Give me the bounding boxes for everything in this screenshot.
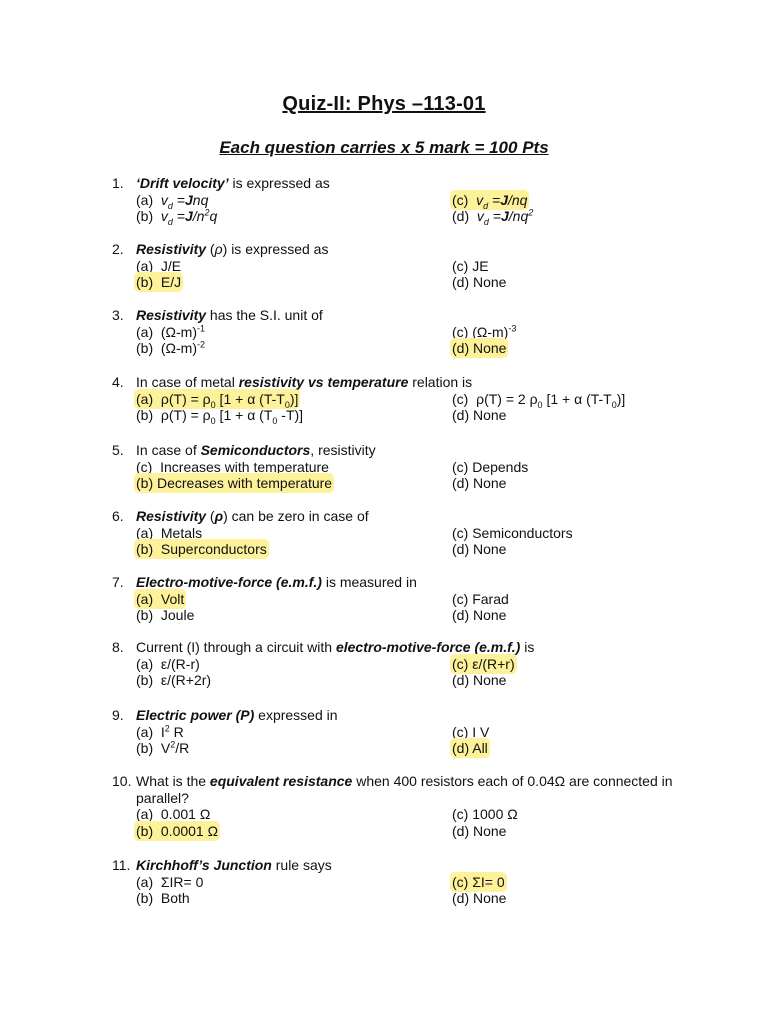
option-c: [452, 391, 625, 408]
question-number: 10.: [112, 773, 132, 789]
option-text: (d) None: [452, 274, 507, 291]
question-stem: In case of Semiconductors, resistivity: [136, 442, 376, 458]
answer-options: [136, 656, 712, 689]
question-7: [112, 574, 712, 624]
highlighted-answer: (c) ε/(R+r): [452, 655, 515, 672]
option-row: [136, 724, 712, 741]
option-c: [452, 806, 518, 823]
option-row: [136, 459, 712, 476]
option-text: (d) None: [452, 822, 507, 839]
option-row: [136, 208, 712, 225]
option-a: [136, 192, 208, 209]
option-b: [136, 541, 267, 558]
option-c: [452, 192, 527, 209]
question-stem: Resistivity (ρ) can be zero in case of: [136, 508, 369, 524]
question-number: 3.: [112, 307, 124, 323]
option-row: [136, 890, 712, 907]
highlighted-answer: (d) All: [452, 740, 488, 757]
option-text: (b) Both: [136, 890, 190, 907]
option-row: [136, 192, 712, 209]
highlighted-answer: (d) None: [452, 340, 507, 357]
option-row: [136, 340, 712, 357]
question-number: 6.: [112, 508, 124, 524]
option-b: [136, 740, 189, 757]
answer-options: [136, 806, 712, 839]
highlighted-answer: (b) 0.0001 Ω: [136, 822, 219, 839]
option-c: [452, 459, 528, 476]
answer-options: [136, 525, 712, 558]
option-a: [136, 525, 202, 542]
option-text: (c) Depends: [452, 458, 529, 475]
option-b: [136, 208, 217, 225]
option-text: (c) ρ(T) = 2 $\rho_0$ [1 + α $(T-T_0)$]: [452, 390, 626, 410]
option-a: [136, 806, 210, 823]
option-text: (a) ε/(R-r): [136, 655, 200, 672]
answer-options: [136, 459, 712, 492]
question-stem: Kirchhoff’s Junction rule says: [136, 857, 332, 873]
highlighted-answer: (a) $\rho(T) = \rho_0$ [1 + α $(T-T_0)$]: [136, 390, 299, 410]
option-c: [452, 874, 505, 891]
option-text: (a) ΣIR= 0: [136, 873, 204, 890]
option-b: [136, 607, 194, 624]
option-row: [136, 475, 712, 492]
highlighted-answer: (a) Volt: [136, 590, 185, 607]
option-text: (c) Semiconductors: [452, 524, 573, 541]
option-text: (b) Joule: [136, 607, 195, 624]
highlighted-answer: (c) ΣI= 0: [452, 873, 505, 890]
question-4: [112, 374, 712, 424]
option-d: [452, 740, 488, 757]
question-8: [112, 639, 712, 689]
option-text: (d) None: [452, 475, 507, 492]
question-10: [112, 773, 712, 839]
option-text: (c) 1000 Ω: [452, 806, 518, 823]
question-1: [112, 175, 712, 225]
option-row: [136, 391, 712, 408]
option-d: [452, 208, 533, 225]
option-row: [136, 607, 712, 624]
option-row: [136, 740, 712, 757]
option-c: [452, 324, 516, 341]
option-d: [452, 607, 506, 624]
option-c: [452, 525, 573, 542]
option-text: (b) $V^2/R$: [136, 739, 190, 757]
option-text: (a) J/E: [136, 257, 182, 274]
question-stem: Resistivity (ρ) is expressed as: [136, 241, 329, 257]
option-b: [136, 823, 218, 840]
answer-options: [136, 391, 712, 424]
option-text: (d) None: [452, 890, 507, 907]
option-d: [452, 672, 506, 689]
question-stem: In case of metal resistivity vs temperature relation is: [136, 374, 473, 390]
option-a: [136, 724, 184, 741]
option-d: [452, 823, 506, 840]
option-d: [452, 407, 506, 424]
highlighted-answer: (b) Decreases with temperature: [136, 475, 333, 492]
option-row: [136, 274, 712, 291]
option-c: [452, 656, 515, 673]
option-a: [136, 459, 329, 476]
option-text: (a) Metals: [136, 524, 203, 541]
question-stem: What is the equivalent resistance when 400 resistors each of 0.04Ω are connected in parallel?: [136, 773, 673, 806]
question-number: 2.: [112, 241, 124, 257]
option-a: [136, 391, 298, 408]
option-text: (a) $I^2$ R: [136, 722, 184, 740]
question-stem: Current (I) through a circuit with electro-motive-force (e.m.f.) is: [136, 639, 535, 655]
option-c: [452, 724, 489, 741]
question-stem: Electric power (P) expressed in: [136, 707, 338, 723]
option-row: [136, 525, 712, 542]
option-d: [452, 541, 506, 558]
quiz-subtitle: Each question carries x 5 mark = 100 Pts: [219, 138, 549, 157]
question-number: 11.: [112, 857, 131, 873]
question-9: [112, 707, 712, 757]
option-b: [136, 407, 303, 424]
question-number: 1.: [112, 175, 124, 191]
option-text: (b) ε/(R+2r): [136, 672, 212, 689]
option-text: (d) None: [452, 607, 507, 624]
question-2: [112, 241, 712, 291]
option-row: [136, 672, 712, 689]
option-row: [136, 324, 712, 341]
option-text: (d) None: [452, 407, 507, 424]
option-text: (a) $v_d =Jnq$: [136, 191, 209, 211]
question-number: 4.: [112, 374, 124, 390]
option-a: [136, 874, 203, 891]
option-a: [136, 591, 184, 608]
question-5: [112, 442, 712, 492]
highlighted-answer: (b) E/J: [136, 274, 182, 291]
answer-options: [136, 324, 712, 357]
question-11: [112, 857, 712, 907]
question-stem: Electro-motive-force (e.m.f.) is measured in: [136, 574, 417, 590]
option-text: (a) 0.001 Ω: [136, 806, 211, 823]
option-b: [136, 672, 211, 689]
question-6: [112, 508, 712, 558]
answer-options: [136, 724, 712, 757]
option-row: [136, 591, 712, 608]
answer-options: [136, 258, 712, 291]
option-row: [136, 656, 712, 673]
question-number: 8.: [112, 639, 124, 655]
option-text: (d) None: [452, 541, 507, 558]
option-d: [452, 274, 506, 291]
highlighted-answer: (c) $v_d =J/nq$: [452, 191, 528, 211]
option-text: (b) $v_d =J/n^2q$: [136, 207, 218, 227]
option-text: (d) None: [452, 672, 507, 689]
question-number: 5.: [112, 442, 124, 458]
option-b: [136, 274, 181, 291]
option-a: [136, 656, 200, 673]
option-text: (d) $v_d =J/nq^2$: [452, 207, 534, 227]
option-row: [136, 258, 712, 275]
option-text: (b) $\rho(T) = \rho_0$ [1 + α ($T_0$ -T)]: [136, 407, 304, 426]
question-3: [112, 307, 712, 357]
option-text: (c) Farad: [452, 590, 509, 607]
option-row: [136, 541, 712, 558]
option-text: (c) Increases with temperature: [136, 458, 329, 475]
option-a: [136, 324, 205, 341]
option-row: [136, 823, 712, 840]
option-text: (c) JE: [452, 257, 489, 274]
quiz-title: Quiz-II: Phys –113-01: [282, 93, 486, 115]
option-text: (b) $(\Omega-m)^{-2}$: [136, 339, 206, 357]
highlighted-answer: (b) Superconductors: [136, 541, 267, 558]
option-b: [136, 475, 332, 492]
option-row: [136, 806, 712, 823]
option-text: (a) $(\Omega-m)^{-1}$: [136, 322, 206, 340]
option-c: [452, 258, 489, 275]
option-d: [452, 890, 506, 907]
option-d: [452, 340, 506, 357]
option-b: [136, 340, 205, 357]
option-row: [136, 407, 712, 424]
option-d: [452, 475, 506, 492]
answer-options: [136, 874, 712, 907]
answer-options: [136, 591, 712, 624]
question-stem: Resistivity has the S.I. unit of: [136, 307, 323, 323]
question-number: 7.: [112, 574, 124, 590]
question-number: 9.: [112, 707, 124, 723]
answer-options: [136, 192, 712, 225]
option-text: (c) $(\Omega-m)^{-3}$: [452, 322, 517, 340]
option-text: (c) I V: [452, 723, 490, 740]
option-a: [136, 258, 181, 275]
question-stem: ‘Drift velocity’ is expressed as: [136, 175, 330, 191]
option-b: [136, 890, 190, 907]
option-c: [452, 591, 509, 608]
option-row: [136, 874, 712, 891]
